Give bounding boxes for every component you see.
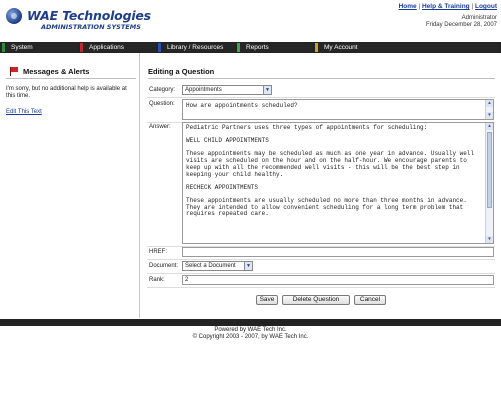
scroll-up-icon[interactable]: ▲ (486, 123, 493, 130)
copyright-text: © Copyright 2003 - 2007, by WAE Tech Inc. (192, 334, 309, 340)
nav-tab-library-resources[interactable] (158, 43, 235, 52)
header (0, 0, 501, 42)
scroll-down-icon[interactable]: ▼ (486, 236, 493, 243)
nav-tab-system[interactable] (2, 43, 78, 52)
nav-tab-label: Reports (246, 44, 269, 51)
sidebar-message: I'm sorry, but no additional help is available at this time. (6, 86, 127, 99)
footer-bar (0, 319, 501, 326)
main-nav (0, 42, 501, 53)
nav-tab-label: My Account (324, 44, 358, 51)
divider (147, 287, 495, 288)
nav-tab-my-account[interactable] (315, 43, 499, 52)
href-label: HREF: (149, 249, 167, 255)
powered-by-text: Powered by WAE Tech Inc. (214, 327, 287, 333)
scroll-down-icon[interactable]: ▼ (486, 112, 493, 119)
answer-label: Answer: (149, 124, 171, 130)
question-text: How are appointments scheduled? (186, 102, 298, 109)
answer-paragraph: These appointments are usually scheduled no more than three months in advance. They are intended to allow convenient scheduling for a long term problem that requires repeated care. (186, 196, 467, 218)
rank-input[interactable] (182, 275, 494, 285)
answer-scrollbar[interactable] (485, 123, 493, 243)
answer-paragraph: RECHECK APPOINTMENTS (186, 183, 259, 191)
category-label: Category: (149, 87, 176, 93)
href-input[interactable] (182, 247, 494, 257)
answer-paragraph: WELL CHILD APPOINTMENTS (186, 137, 269, 145)
home-link[interactable]: Home (398, 3, 417, 10)
divider (147, 259, 495, 260)
divider (147, 97, 495, 98)
divider (147, 273, 495, 274)
answer-paragraph: Pediatric Partners uses three types of appointments for scheduling: (186, 124, 428, 131)
nav-tab-label: System (11, 44, 33, 51)
rank-label: Rank: (149, 277, 165, 283)
answer-text (186, 125, 481, 218)
rank-value: 2 (185, 277, 189, 283)
page-title: Editing a Question (148, 67, 215, 76)
sidebar-header (6, 65, 136, 79)
user-info (426, 15, 497, 29)
delete-question-button[interactable]: Delete Question (282, 295, 350, 305)
question-textarea[interactable] (182, 99, 494, 120)
logout-link[interactable]: Logout (474, 3, 497, 10)
category-value: Appointments (185, 87, 222, 93)
nav-tab-reports[interactable] (237, 43, 313, 52)
save-button[interactable]: Save (256, 295, 278, 305)
sidebar (0, 53, 140, 318)
sidebar-title: Messages & Alerts (23, 67, 90, 76)
footer (0, 326, 501, 341)
user-role: Administrator (461, 15, 497, 21)
document-select[interactable] (182, 261, 253, 271)
chevron-down-icon: ▼ (244, 262, 252, 270)
chevron-down-icon: ▼ (263, 86, 271, 94)
nav-tab-label: Library / Resources (167, 44, 224, 51)
category-select[interactable] (182, 85, 272, 95)
link-separator: | (471, 3, 474, 10)
nav-tab-applications[interactable] (80, 43, 156, 52)
brand-name: WAE Technologies (27, 8, 151, 23)
cancel-button[interactable]: Cancel (354, 295, 386, 305)
panel-header (148, 65, 495, 79)
flag-icon (10, 67, 19, 75)
nav-tab-label: Applications (89, 44, 125, 51)
brand-subtitle: ADMINISTRATION SYSTEMS (41, 23, 141, 31)
document-value: Select a Document (185, 263, 236, 269)
edit-this-text-link[interactable]: Edit This Text (6, 109, 42, 115)
scroll-thumb[interactable] (487, 132, 492, 208)
help-training-link[interactable]: Help & Training (421, 3, 470, 10)
top-links (399, 3, 497, 10)
globe-logo-icon (6, 8, 22, 24)
document-label: Document: (149, 263, 179, 269)
scroll-up-icon[interactable]: ▲ (486, 100, 493, 107)
current-date: Friday December 28, 2007 (425, 22, 497, 28)
link-separator: | (418, 3, 421, 10)
answer-textarea[interactable] (182, 122, 494, 244)
question-label: Question: (149, 101, 175, 107)
answer-paragraph: These appointments may be scheduled as much as one year in advance. Usually well visits are scheduled on the hour and on the half-hour. We encourage parents to keep up with all the recommended well visits - this will be the best step in keeping your child healthy. (186, 150, 475, 178)
question-scrollbar[interactable] (485, 100, 493, 119)
edit-question-panel (145, 53, 497, 318)
